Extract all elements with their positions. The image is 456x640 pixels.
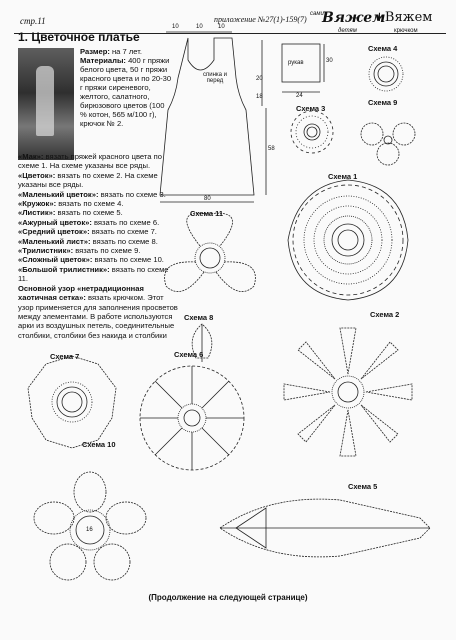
scheme-1-diagram [288,180,408,300]
dim-sleeve-h: 30 [326,58,333,64]
list-item: «Мак»: вязать пряжей красного цвета по схеме 1. На схеме указаны все ряды. [18,152,162,171]
scheme-4-diagram [369,57,403,91]
logo-sub: сами [310,11,324,17]
list-item: «Трилистник»: вязать по схеме 9. [18,246,141,256]
list-item: «Кружок»: вязать по схеме 4. [18,199,124,209]
size-line: Размер: на 7 лет. [80,47,142,56]
dim-neck-a: 10 [172,24,179,30]
dim-length: 58 [268,146,275,152]
article-title: 1. Цветочное платье [18,30,140,44]
dim-neck-b: 10 [196,24,203,30]
logo-main: Вяжем [322,10,386,26]
scheme-3-diagram [291,111,333,153]
dim-bottom: 80 [204,196,211,202]
scheme-9-diagram [361,123,415,165]
logo-kids: детям [338,28,357,34]
scheme-6-label: Схема 6 [174,350,204,359]
scheme-9-label: Схема 9 [368,98,398,107]
scheme-5-diagram [220,499,430,557]
scheme-10-label: Схема 10 [82,440,116,449]
sleeve-label: рукав [288,60,304,66]
list-item: «Листик»: вязать по схеме 5. [18,208,123,218]
list-item: «Маленький цветок»: вязать по схеме 3. [18,189,166,199]
dim-armhole: 20 [256,76,263,82]
list-item: «Сложный цветок»: вязать по схеме 10. [18,255,164,265]
list-item: «Маленький лист»: вязать по схеме 8. [18,236,158,246]
scheme-1-label: Схема 1 [328,172,358,181]
materials-line: Материалы: 400 г пряжи белого цвета, 50 г пряжи красного цвета и по 20-30 г пряжи сиреневого, желтого, салатного, бирюзового цветов (100 % котон, 565 м/100 г), крючок № 2. [80,56,172,128]
dim-sleeve-w: 24 [296,93,303,99]
list-item: «Большой трилистник»: вязать по схеме 11. [18,264,169,284]
scheme-7-label: Схема 7 [50,352,80,361]
scheme-10-diagram [34,472,146,580]
continued-note: (Продолжение на следующей странице) [148,593,308,602]
list-item: «Цветок»: вязать по схеме 2. На схеме указаны все ряды. [18,170,158,190]
list-item: «Средний цветок»: вязать по схеме 7. [18,227,157,237]
scheme-4-label: Схема 4 [368,44,398,53]
dim-yoke: 18 [256,94,263,100]
page-number: стр.11 [20,16,46,26]
scheme-2-label: Схема 2 [370,310,400,319]
scheme-11-diagram [165,213,256,291]
scheme-8-label: Схема 8 [184,313,214,322]
scheme-11-label: Схема 11 [190,209,224,218]
appendix-label: приложение №27(1)-159(7) [214,15,307,24]
dress-pattern [160,32,266,202]
scheme-5-label: Схема 5 [348,482,378,491]
list-item: Основной узор «нетрадиционная хаотичная сетка»: вязать крючком. Этот узор применяется для заполнения просветов между элементами. В работе используются арки из воздушных петель, соединительные столбики, столбики без накида и столбики [18,283,178,340]
scheme-2-diagram [284,328,412,456]
logo-crochet: крючком [394,28,418,34]
scheme-10-center: 16 [86,527,93,533]
scheme-7-diagram [28,356,116,448]
scheme-3-label: Схема 3 [296,104,326,113]
list-item: «Ажурный цветок»: вязать по схеме 6. [18,217,160,227]
scheme-6-diagram [140,366,244,470]
logo-plus: +Вяжем [374,10,433,25]
front-back-label: спинка и перед [202,72,228,84]
dim-neck-c: 10 [218,24,225,30]
